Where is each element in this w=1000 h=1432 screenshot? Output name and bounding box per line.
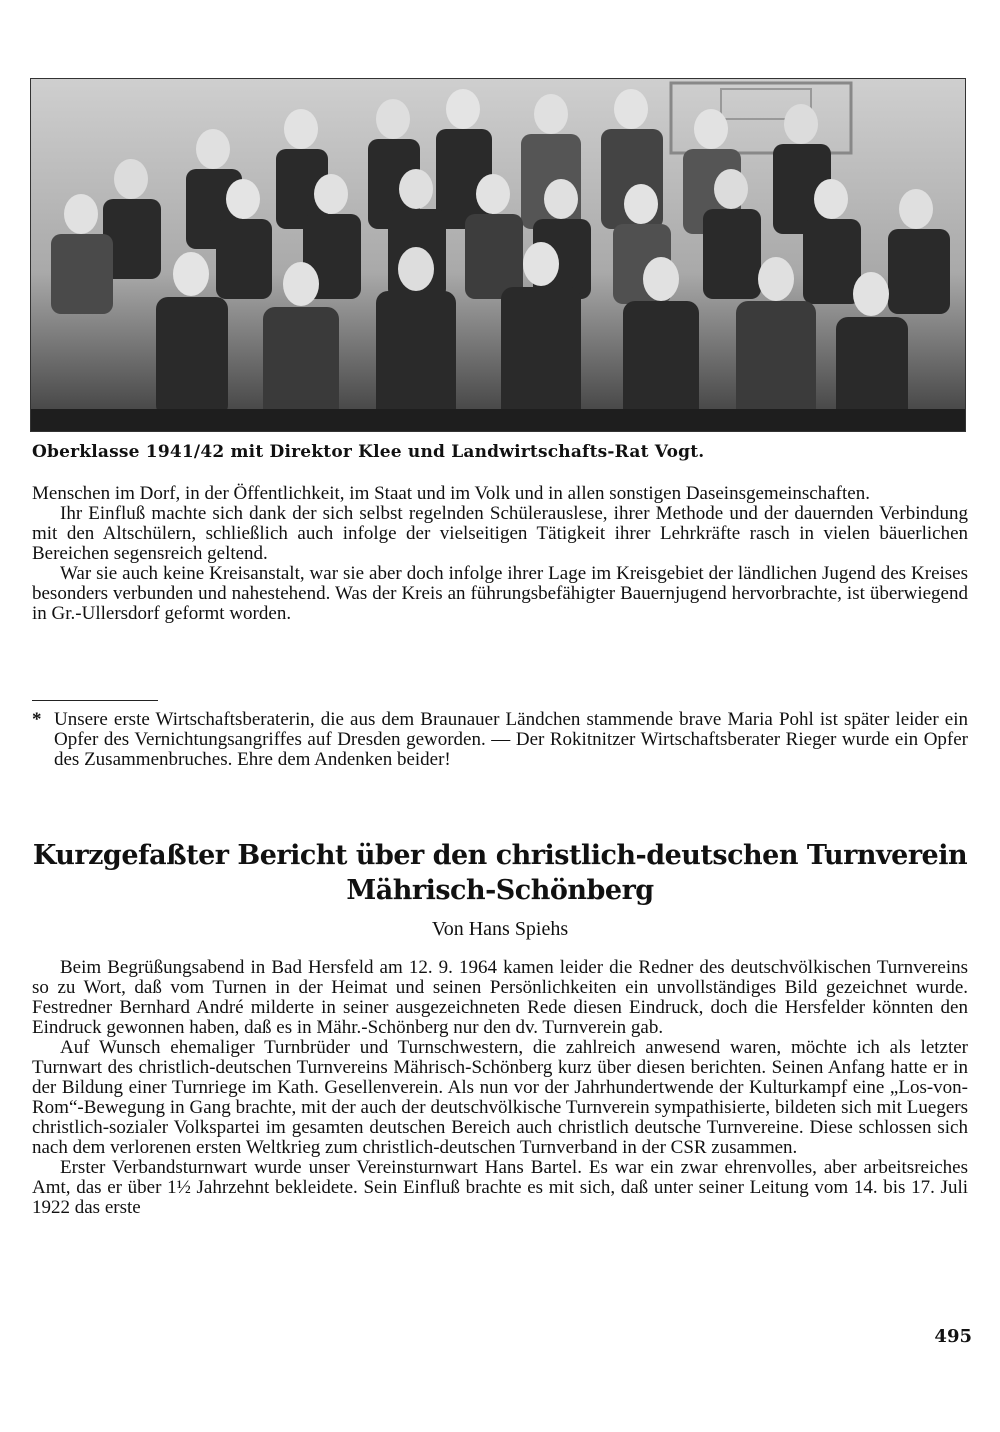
group-photo-image [31, 79, 965, 431]
continuation-text [32, 484, 968, 624]
footnote [32, 710, 968, 770]
group-photo [30, 78, 966, 432]
footnote-divider [32, 700, 158, 701]
paragraph: Menschen im Dorf, in der Öffentlichkeit, im Staat und im Volk und in allen sonstigen Daseinsgemeinschaften. [32, 483, 870, 504]
paragraph: Auf Wunsch ehemaliger Turnbrüder und Turnschwestern, die zahlreich anwesend waren, möchte ich als letzter Turnwart des christlich-deutschen Turnvereins Mährisch-Schönberg kurz über diesen berichten. Seinen Anfang hatte er in der Bildung einer Turnriege im Kath. Gesellenverein. Als nun vor der Jahrhundertwende der Kulturkampf eine „Los-von-Rom“-Bewegung in Gang brachte, mit der auch der deutschvölkische Turnverein sympathisierte, bildeten sich mit Luegers christlich-sozialer Volkspartei im gesamten deutschen Bereich auch christlich deutsche Turnvereine. Diese schlossen sich nach dem verlorenen ersten Weltkrieg zum christlich-deutschen Turnverband in der CSR zusammen. [32, 1037, 968, 1158]
article-title-line: Mährisch-Schönberg [346, 875, 654, 906]
photo-caption: Oberklasse 1941/42 mit Direktor Klee und Landwirtschafts-Rat Vogt. [32, 442, 705, 462]
footnote-marker: * [32, 709, 42, 730]
page-number: 495 [934, 1326, 972, 1347]
paragraph: Erster Verbandsturnwart wurde unser Vereinsturnwart Hans Bartel. Es war ein zwar ehrenvolles, aber arbeitsreiches Amt, das er über 1½ Jahrzehnt bekleidete. Sein Einfluß brachte es mit sich, daß unter seiner Leitung vom 14. bis 17. Juli 1922 das erste [32, 1157, 968, 1218]
paragraph: Ihr Einfluß machte sich dank der sich selbst regelnden Schülerauslese, ihrer Methode und der dauernden Verbindung mit den Altschülern, schließlich auch infolge der vielseitigen Tätigkeit ihrer Lehrkräfte rasch in vielen bäuerlichen Bereichen segensreich geltend. [32, 503, 968, 564]
footnote-text: Unsere erste Wirtschaftsberaterin, die aus dem Braunauer Ländchen stammende brave Maria Pohl ist später leider ein Opfer des Vernichtungsangriffes auf Dresden geworden. — Der Rokitnitzer Wirtschaftsberater Rieger wurde ein Opfer des Zusammenbruches. Ehre dem Andenken beider! [54, 709, 968, 770]
paragraph: Beim Begrüßungsabend in Bad Hersfeld am 12. 9. 1964 kamen leider die Redner des deutschvölkischen Turnvereins so zu Wort, daß vom Turnen in der Heimat und seinen Persönlichkeiten ein unvollständiges Bild gezeichnet wurde. Festredner Bernhard André milderte in seiner ausgezeichneten Rede diesen Eindruck, doch die Hersfelder könnten den Eindruck gewonnen haben, daß es in Mähr.-Schönberg nur den dv. Turnverein gab. [32, 957, 968, 1038]
article-title [32, 838, 968, 908]
paragraph: War sie auch keine Kreisanstalt, war sie aber doch infolge ihrer Lage im Kreisgebiet der ländlichen Jugend des Kreises besonders verbunden und nahestehend. Was der Kreis an führungsbefähigter Bauernjugend hervorbrachte, ist überwiegend in Gr.-Ullersdorf geformt worden. [32, 563, 968, 624]
article-byline: Von Hans Spiehs [431, 918, 569, 940]
article-body [32, 958, 968, 1218]
article-title-line: Kurzgefaßter Bericht über den christlich-deutschen Turnverein [32, 840, 968, 871]
